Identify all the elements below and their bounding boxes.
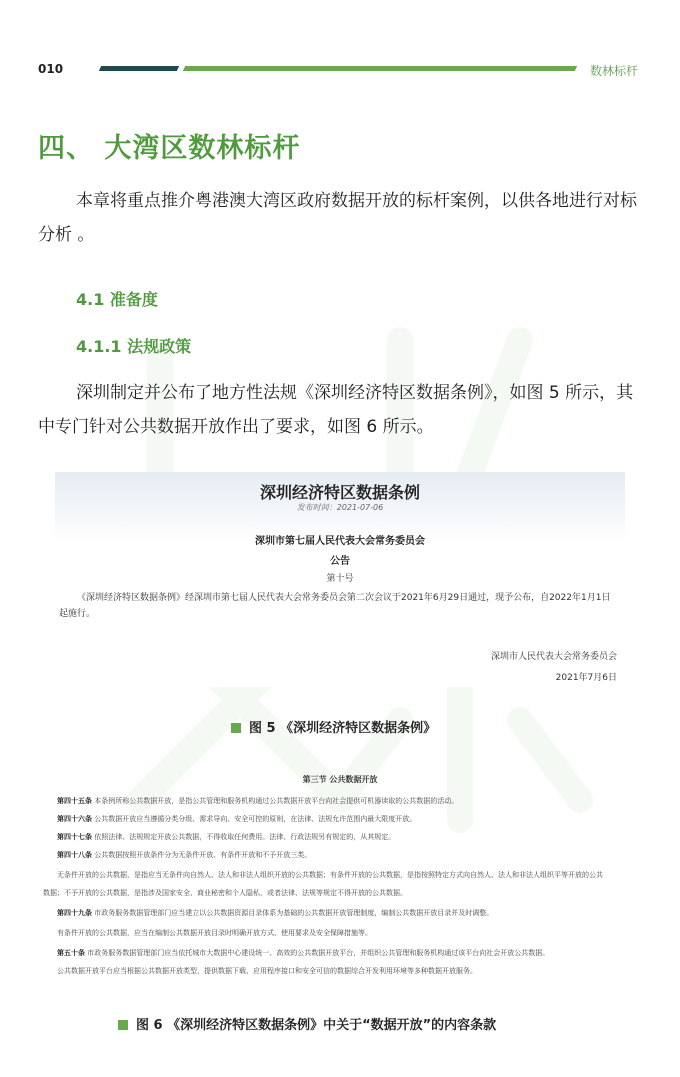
page-number: 010 bbox=[38, 62, 64, 76]
article-number: 第四十七条 bbox=[57, 833, 92, 841]
article-text: 市政务服务数据管理部门应当依托城市大数据中心建设统一、高效的公共数据开放平台，并组织公共管理和服务机构通过该平台向社会开放公共数据。 bbox=[87, 949, 550, 957]
figure-6-caption bbox=[118, 1014, 496, 1033]
figure-6-line bbox=[57, 814, 637, 824]
figure-5-publish-date: 发布时间：2021-07-06 bbox=[296, 503, 384, 512]
intro-paragraph: 本章将重点推介粤港澳大湾区政府数据开放的标杆案例，以供各地进行对标分析 。 bbox=[38, 191, 637, 245]
article-number: 第五十条 bbox=[57, 949, 85, 957]
figure-6-caption-text: 图 6 《深圳经济特区数据条例》中关于“数据开放”的内容条款 bbox=[136, 1018, 497, 1033]
article-text: 数据；不予开放的公共数据，是指涉及国家安全、商业秘密和个人隐私，或者法律、法规等规定不得开放的公共数据。 bbox=[43, 889, 407, 897]
article-number: 第四十六条 bbox=[57, 815, 92, 823]
figure-5-screenshot bbox=[55, 472, 625, 687]
figure-6-line bbox=[57, 850, 637, 860]
article-text: 有条件开放的公共数据，应当在编制公共数据开放目录时明确开放方式、使用要求及安全保障措施等。 bbox=[57, 929, 372, 937]
article-number: 第四十八条 bbox=[57, 851, 92, 859]
figure-5-body: 《深圳经济特区数据条例》经深圳市第七届人民代表大会常务委员会第二次会议于2021年6月29日通过，现予公布，自2022年1月1日起施行。 bbox=[59, 593, 611, 619]
figure-5-org: 深圳市第七届人民代表大会常务委员会 bbox=[255, 536, 425, 547]
article-text: 本条例所称公共数据开放，是指公共管理和服务机构通过公共数据开放平台向社会提供可机器读取的公共数据的活动。 bbox=[94, 797, 459, 805]
figure-5-number: 第十号 bbox=[326, 574, 354, 584]
figure-6-line bbox=[57, 796, 637, 806]
article-text: 公共数据开放平台应当根据公共数据开放类型，提供数据下载、应用程序接口和安全可信的数据综合开发利用环境等多种数据开放服务。 bbox=[57, 967, 477, 975]
figure-6-screenshot bbox=[45, 770, 635, 990]
section-heading-4-1-1: 4.1.1 法规政策 bbox=[76, 337, 192, 356]
figure-5-caption bbox=[231, 717, 436, 736]
figure-5-sign-date: 2021年7月6日 bbox=[555, 673, 617, 683]
figure-5-notice: 公告 bbox=[330, 556, 350, 567]
article-text: 依照法律、法规规定开放公共数据，不得收取任何费用。法律、行政法规另有规定的，从其规定。 bbox=[94, 833, 396, 841]
figure-6-line bbox=[57, 908, 637, 918]
figure-6-line bbox=[57, 870, 637, 880]
figure-6-section-title: 第三节 公共数据开放 bbox=[302, 775, 378, 784]
figure-5-caption-text: 图 5 《深圳经济特区数据条例》 bbox=[249, 721, 437, 736]
article-text: 公共数据开放应当遵循分类分级、需求导向、安全可控的原则，在法律、法规允许范围内最大限度开放。 bbox=[94, 815, 417, 823]
article-text: 无条件开放的公共数据，是指应当无条件向自然人、法人和非法人组织开放的公共数据；有条件开放的公共数据，是指按照特定方式向自然人、法人和非法人组织平等开放的公共 bbox=[57, 871, 603, 879]
figure-6-line bbox=[43, 888, 623, 898]
figure-6-line bbox=[57, 948, 637, 958]
figure-6-line bbox=[57, 928, 637, 938]
chapter-heading: 四、 大湾区数林标杆 bbox=[38, 133, 301, 164]
article-text: 市政务服务数据管理部门应当建立以公共数据资源目录体系为基础的公共数据开放管理制度，编制公共数据开放目录并及时调整。 bbox=[94, 909, 494, 917]
caption-square-icon bbox=[118, 1020, 128, 1030]
article-text: 公共数据按照开放条件分为无条件开放、有条件开放和不予开放三类。 bbox=[94, 851, 312, 859]
running-header: 数林标杆 bbox=[590, 64, 639, 78]
header-bar-dark bbox=[99, 66, 179, 71]
figure-5-title: 深圳经济特区数据条例 bbox=[259, 483, 420, 502]
article-number: 第四十五条 bbox=[57, 797, 92, 805]
figure-6-line bbox=[57, 966, 637, 976]
figure-5-signer: 深圳市人民代表大会常务委员会 bbox=[490, 652, 617, 662]
caption-square-icon bbox=[231, 723, 241, 733]
article-number: 第四十九条 bbox=[57, 909, 92, 917]
section-heading-4-1: 4.1 准备度 bbox=[76, 290, 158, 309]
header-bar-green bbox=[183, 66, 577, 71]
figure-6-line bbox=[57, 832, 637, 842]
body-paragraph: 深圳制定并公布了地方性法规《深圳经济特区数据条例》，如图 5 所示，其中专门针对公共数据开放作出了要求，如图 6 所示。 bbox=[38, 383, 634, 437]
